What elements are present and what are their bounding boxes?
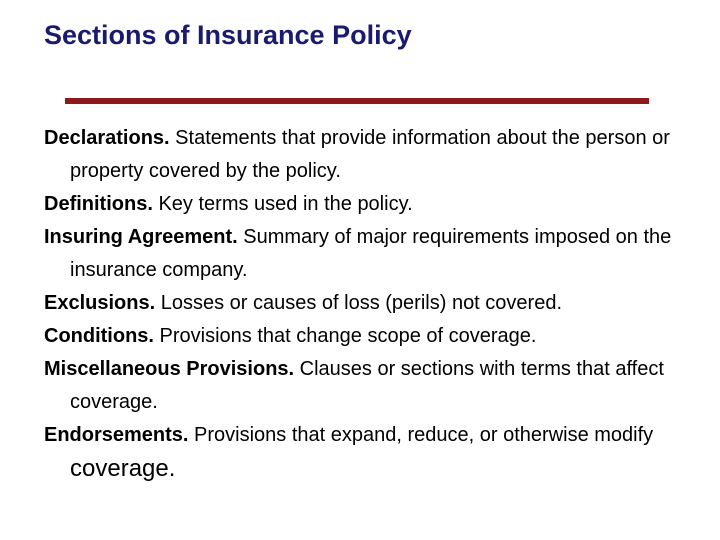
policy-sections-list <box>44 122 684 487</box>
item-term: Conditions. <box>44 325 154 347</box>
item-text: Statements that provide information about the person or property covered by the policy. <box>70 127 670 182</box>
item-term: Endorsements. <box>44 424 189 446</box>
slide-title: Sections of Insurance Policy <box>44 20 412 50</box>
list-item-exclusions <box>44 287 684 320</box>
item-text: Clauses or sections with terms that affect coverage. <box>70 358 664 413</box>
list-item-declarations <box>44 122 684 188</box>
list-item-conditions <box>44 320 684 353</box>
item-text: Losses or causes of loss (perils) not covered. <box>160 292 563 314</box>
item-term: Insuring Agreement. <box>44 226 238 248</box>
list-item-definitions <box>44 188 684 221</box>
item-text: Summary of major requirements imposed on the insurance company. <box>70 226 672 281</box>
item-term: Declarations. <box>44 127 170 149</box>
item-text: Key terms used in the policy. <box>158 193 413 215</box>
list-item-endorsements <box>44 419 684 487</box>
item-term: Miscellaneous Provisions. <box>44 358 295 380</box>
item-text-tail: coverage. <box>70 455 176 482</box>
item-term: Definitions. <box>44 193 153 215</box>
title-divider <box>65 98 649 104</box>
list-item-miscellaneous-provisions <box>44 353 684 419</box>
item-text: Provisions that expand, reduce, or otherwise modify <box>194 424 654 446</box>
item-term: Exclusions. <box>44 292 156 314</box>
item-text: Provisions that change scope of coverage. <box>159 325 537 347</box>
list-item-insuring-agreement <box>44 221 684 287</box>
